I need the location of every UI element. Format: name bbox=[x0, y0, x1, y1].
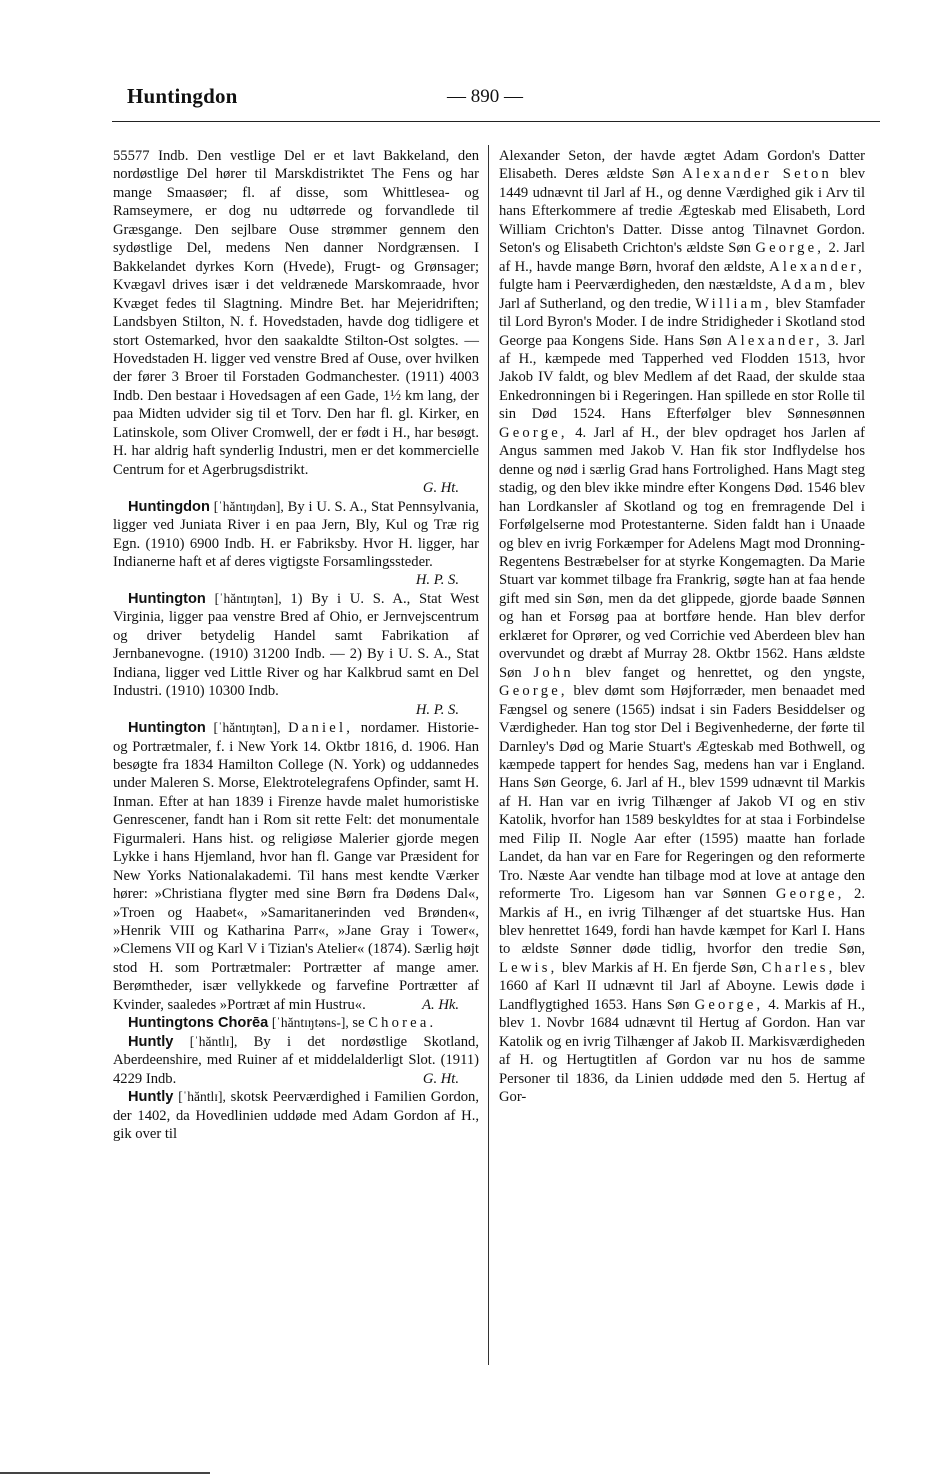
entry-text: Alexander Seton, der havde ægtet Adam Gordon's Datter Elisabeth. Deres ældste Søn bbox=[499, 148, 865, 183]
entry-text: blev Stamfader til Lord Byron's Moder. I de indre Stridigheder i Skotland stod George paa Kongens Side. Hans Søn bbox=[499, 295, 865, 349]
entry-text: skotsk Peerværdighed i Familien Gordon, der 1402, da Hovedlinien uddøde med Adam Gordon af H., gik over til bbox=[113, 1089, 479, 1143]
entry-headword: Huntingdon bbox=[128, 498, 210, 515]
pronunciation: [ˈhăntɪŋdən], bbox=[213, 498, 284, 514]
entry-headword: Huntingtons Chorēa bbox=[128, 1015, 269, 1032]
entry-huntingdon-usa bbox=[113, 498, 479, 589]
pronunciation: [ˈhăntlɪ], bbox=[178, 1089, 226, 1105]
entry-huntly-peerage-continued bbox=[499, 147, 865, 1107]
entry-text: blev 1449 udnævnt til Jarl af H., og denne Værdighed gik i Arv til hans Efterkommere af tredie Ægteskab med Elisabeth, Lord William Crichton's Datter. Disse antog Tilnavnet Gordon. Seton's og Elisabeth Crichton's ældste Søn bbox=[499, 166, 865, 257]
running-head-word: Huntingdon bbox=[127, 84, 238, 108]
cross-reference: Chorea. bbox=[368, 1015, 437, 1032]
author-signature: G. Ht. bbox=[422, 1070, 459, 1087]
entry-headword: Huntly bbox=[128, 1089, 174, 1106]
entry-text: 55577 Indb. Den vestlige Del er et lavt Bakkeland, den nordøstlige Del hører til Marskdistriktet The Fens og har mange Smaasøer; fl. af disse, som Whittlesea- og Ramseymere, er dog nu udtørrede og forvandlede til Græsgange. Den sejlbare Ouse strømmer gennem den sydøstlige Del, medens Nen danner Nordgrænsen. I Bakkelandet dyrkes Korn (Hvede), Frugt- og Grønsager; Kvægavl drives især i det veldrænede Marskomraade, hvor Kvæget fedes til Slagtning. Mindre Bet. har Mejeridriften; Landsbyen Stilton, N. f. Hovedstaden, havde dog tidligere et stort Ostemarked, hvor den saakaldte Stilton-Ost solgtes. — Hovedstaden H. ligger ved venstre Bred af Ouse, over hvilken der fører 3 Broer til Forstaden Godmanchester. (1911) 4003 Indb. Den bestaar i Hovedsagen af een Gade, 1½ km lang, der paa Midten udvider sig til et Torv. Den har fl. gl. Kirker, en Latinskole, som Oliver Cromwell, der er født i H., har besøgt. H. har aldrig haft synderlig Industri, men er det kommercielle Centrum for et Agerbrugsdistrikt. bbox=[113, 148, 479, 478]
entry-huntingtons-chorea bbox=[113, 1014, 479, 1032]
entry-text: fulgte ham i Peerværdigheden, den næstældste, bbox=[499, 277, 777, 294]
author-signature: A. Hk. bbox=[422, 996, 459, 1013]
entry-headword: Huntly bbox=[128, 1033, 174, 1050]
pronunciation: [ˈhăntɪŋtən], bbox=[214, 590, 282, 606]
entry-huntington-daniel bbox=[113, 719, 479, 1014]
entry-text: 3. Jarl af H., kæmpede med Tapperhed ved Flodden 1513, hvor Jakob IV faldt, og blev Medlem af det Raad, der skulde staa Enkedronningen bi i Regeringen. Han spillede en stor Rolle til sin Død 1524. Hans Efterfølger blev Sønnesønnen bbox=[499, 332, 865, 423]
entry-text: 4. Jarl af H., der blev opdraget hos Jarlen af Angus sammen med Jakob V. Han fik stor Indflydelse hos denne og nød i særlig Grad hans Fortrolighed. Hans Magt steg stadig, og den blev ikke mindre efter Kongens Død. 1546 blev han Lordkansler af Skotland og tog en fremragende Del i Forfølgelserne mod Protestanterne. Siden faldt han i Unaade og blev en ivrig Forkæmper for Adelens Magt mod Dronning-Regentens Bestræbelser for at styrke Kongemagten. Da Marie Stuart var kommet tilbage fra Frankrig, søgte han at faa hende gift med sin Søn, men da det glippede, gjorde baade Sønnen og han et Forsøg paa at bortføre hende. Han blev derfor erklæret for Oprører, og ved Corrichie ved Aberdeen blev han overvundet og dræbt af Murray 28. Oktbr 1562. Hans ældste Søn bbox=[499, 424, 865, 681]
entry-text: blev Markis af H. En fjerde Søn, bbox=[561, 959, 758, 976]
person-name: George, bbox=[499, 424, 568, 441]
entry-headword: Huntington bbox=[128, 590, 206, 607]
entry-text: By i U. S. A., Stat Pennsylvania, ligger ved Juniata River i en paa Jern, Bly, Kul og Træ rig Egn. (1910) 6900 Indb. H. er Fabriksby. Hvor H. ligger, har Indianerne haft et af deres vigtigste Forsamlingssteder. bbox=[113, 498, 479, 570]
person-name: John bbox=[533, 664, 574, 681]
given-name: Daniel, bbox=[288, 720, 354, 737]
entry-continuation bbox=[113, 147, 479, 498]
author-signature: H. P. S. bbox=[415, 701, 459, 718]
left-column bbox=[113, 147, 479, 1143]
entry-text: 2. Markis af H., en ivrig Tilhænger af det stuartske Hus. Han blev henrettet 1649, fordi han havde kæmpet for Karl I. Hans to ældste Sønner døde tidlig, hvorfor den tredie Søn, bbox=[499, 886, 865, 958]
entry-huntly-peerage bbox=[113, 1088, 479, 1143]
person-name: William, bbox=[695, 295, 772, 312]
entry-headword: Huntington bbox=[128, 720, 206, 737]
person-name: Alexander Seton bbox=[682, 166, 833, 183]
entry-huntington-usa bbox=[113, 590, 479, 719]
person-name: George, bbox=[499, 683, 568, 700]
entry-text: 4. Markis af H., blev 1. Novbr 1684 udnævnt til Hertug af Gordon. Han var Katolik og en ivrig Tilhænger af Jakob II. Markisværdigheden af H. og Hertugtitlen af Gordon var nu hos de samme Personer til 1836, da Linien uddøde med den 5. Hertug af Gor- bbox=[499, 996, 865, 1106]
running-header bbox=[127, 82, 880, 116]
entry-text: blev fanget og henrettet, og den yngste, bbox=[585, 664, 865, 681]
person-name: Alexander, bbox=[769, 258, 865, 275]
column-divider bbox=[488, 145, 489, 1365]
page-number: — 890 — bbox=[447, 86, 523, 107]
entry-text: se bbox=[352, 1015, 365, 1032]
entry-huntly-town bbox=[113, 1033, 479, 1088]
header-rule bbox=[112, 121, 880, 122]
entry-text: 1) By i U. S. A., Stat West Virginia, ligger paa venstre Bred af Ohio, er Jernvejscentrum og driver betydelig Handel samt Fabrikation af Jernbanevogne. (1910) 31200 Indb. — 2) By i U. S. A., Stat Indiana, ligger ved Little River og har Kalkbrud samt en Del Industri. (1910) 10300 Indb. bbox=[113, 590, 479, 700]
person-name: George, bbox=[694, 996, 764, 1013]
entry-text: By i det nordøstlige Skotland, Aberdeenshire, med Ruiner af et middelalderligt Slot. (1911) 4229 Indb. bbox=[113, 1033, 479, 1087]
person-name: Adam, bbox=[780, 277, 836, 294]
pronunciation: [ˈhăntɪŋtən], bbox=[213, 720, 281, 736]
person-name: Lewis, bbox=[499, 959, 558, 976]
entry-text: nordamer. Historie- og Portrætmaler, f. i New York 14. Oktbr 1816, d. 1906. Han besøgte fra 1834 Hamilton College (N. York) og uddannedes under Maleren S. Morse, Elektrotelegrafens Opfinder, samt H. Inman. Efter at han 1839 i Firenze havde malet humoristiske Genrescener, fandt han i Rom sit rette Felt: det monumentale Figurmaleri. Hans hist. og religiøse Malerier gjorde megen Lykke i hans Hjemland, hvor han fl. Gange var Præsident for New Yorks Nationalakademi. Til hans mest kendte Værker hører: »Christiana flygter med sine Børn fra Dødens Dal«, »Troen og Haabet«, »Samaritanerinden ved Brønden«, »Henrik VIII og Katharina Parr«, »Jane Gray i Tower«, »Clemens VII og Karl V i Tizian's Atelier« (1874). Særlig højt stod H. som Portrætmaler: Portrætter af mange amer. Berømtheder, især vellykkede og farvefine Portrætter af Kvinder, saaledes »Portræt af min Hustru«. bbox=[113, 720, 479, 1013]
right-column bbox=[499, 147, 865, 1107]
pronunciation: [ˈhăntlɪ], bbox=[189, 1033, 238, 1049]
entry-text: blev dømt som Højforræder, men benaadet med Fængsel og senere (1565) indsat i sin Faders Besiddelser og Værdigheder. Han tog stor Del i Begivenhederne, der førte til Darnley's Død og Marie Stuart's Ægteskab med Bothwell, og kæmpede tappert for hendes Sag, medens han var i England. Hans Søn George, 6. Jarl af H., blev 1599 udnævnt til Markis af H. Han var en ivrig Tilhænger af Jakob VI og en stiv Katolik, hvorfor han 1589 beskyldtes for at staa i Forbindelse med Filip II. Nogle Aar efter (1595) maatte han forlade Landet, da han var en Fare for Regeringen og den reformerte Tro. Næste Aar vendte han tilbage mod at love at antage den reformerte Tro. Ligesom han var Sønnen bbox=[499, 683, 865, 903]
author-signature: H. P. S. bbox=[415, 572, 459, 589]
person-name: Charles, bbox=[761, 959, 836, 976]
entry-text: 2. Jarl af H., havde mange Børn, hvoraf den ældste, bbox=[499, 240, 865, 275]
pronunciation: [ˈhăntɪŋtəns-], bbox=[271, 1015, 349, 1031]
entry-text: blev 1660 af Karl II udnævnt til Jarl af Aboyne. Lewis døde i Landflygtighed 1653. Hans Søn bbox=[499, 959, 865, 1013]
person-name: George, bbox=[775, 886, 845, 903]
entry-text: blev Jarl af Sutherland, og den tredie, bbox=[499, 277, 865, 312]
person-name: Alexander, bbox=[726, 332, 823, 349]
person-name: George, bbox=[755, 240, 825, 257]
author-signature: G. Ht. bbox=[422, 480, 459, 497]
